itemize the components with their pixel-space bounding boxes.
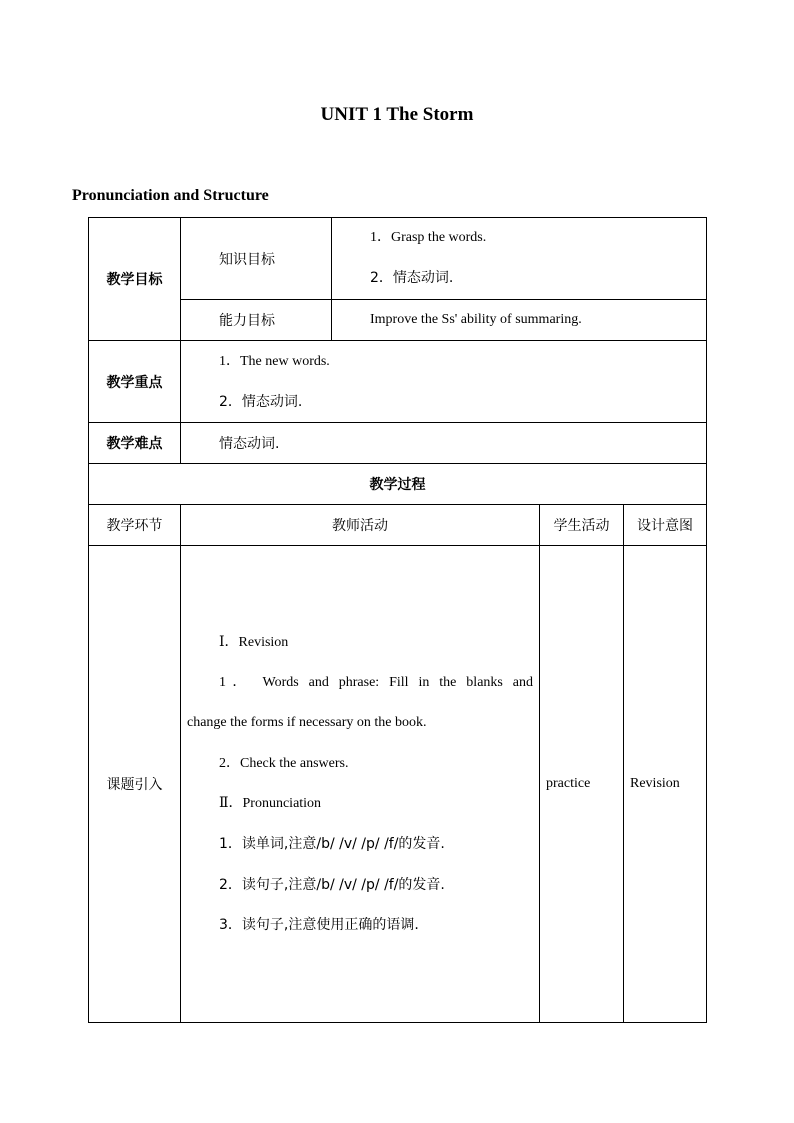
knowledge-objective-label: 知识目标: [181, 218, 332, 300]
header-student-activity: 学生活动: [540, 505, 624, 546]
teacher-line: 2．Check the answers.: [219, 755, 349, 771]
design-intent-cell: Revision: [624, 546, 707, 1023]
teacher-line: 1． Words and phrase: Fill in the blanks and: [219, 675, 533, 691]
difficult-points-label: 教学难点: [89, 423, 181, 464]
lesson-plan-table: [88, 217, 707, 1023]
teacher-line: Ⅰ．Revision: [219, 634, 289, 650]
objectives-label: 教学目标: [89, 218, 181, 341]
key-points-row: [89, 341, 707, 423]
teacher-line: change the forms if necessary on the book.: [187, 715, 427, 731]
teacher-line: 3．读句子,注意使用正确的语调.: [219, 916, 419, 933]
difficult-points-row: [89, 423, 707, 464]
key-points-label: 教学重点: [89, 341, 181, 423]
stage-cell: 课题引入: [89, 546, 181, 1023]
document-title: UNIT 1 The Storm: [320, 104, 474, 125]
objectives-row-ability: [89, 300, 707, 341]
teacher-line: Ⅱ．Pronunciation: [219, 796, 322, 811]
process-title: 教学过程: [89, 464, 707, 505]
ability-objective-label: 能力目标: [181, 300, 332, 341]
process-header-row: [89, 505, 707, 546]
difficult-points-text: 情态动词.: [181, 423, 707, 464]
objectives-row-knowledge: [89, 218, 707, 300]
student-activity-cell: practice: [540, 546, 624, 1023]
key-points-items: [181, 341, 707, 423]
header-teacher-activity: 教师活动: [181, 505, 540, 546]
process-row-intro: [89, 546, 707, 1023]
header-stage: 教学环节: [89, 505, 181, 546]
knowledge-objective-items: [332, 218, 707, 300]
knowledge-item: 2．情态动词.: [370, 270, 454, 286]
key-point-item: 1．The new words.: [219, 353, 330, 369]
teacher-line: 2．读句子,注意/b/ /v/ /p/ /f/的发音.: [219, 876, 445, 893]
header-design-intent: 设计意图: [624, 505, 707, 546]
process-title-row: [89, 464, 707, 505]
knowledge-item: 1．Grasp the words.: [370, 230, 487, 245]
document-subtitle: Pronunciation and Structure: [72, 187, 269, 204]
ability-objective-text: Improve the Ss' ability of summaring.: [332, 300, 707, 341]
teacher-activity-cell: [181, 546, 540, 1023]
key-point-item: 2．情态动词.: [219, 393, 303, 410]
teacher-line: 1．读单词,注意/b/ /v/ /p/ /f/的发音.: [219, 836, 445, 853]
